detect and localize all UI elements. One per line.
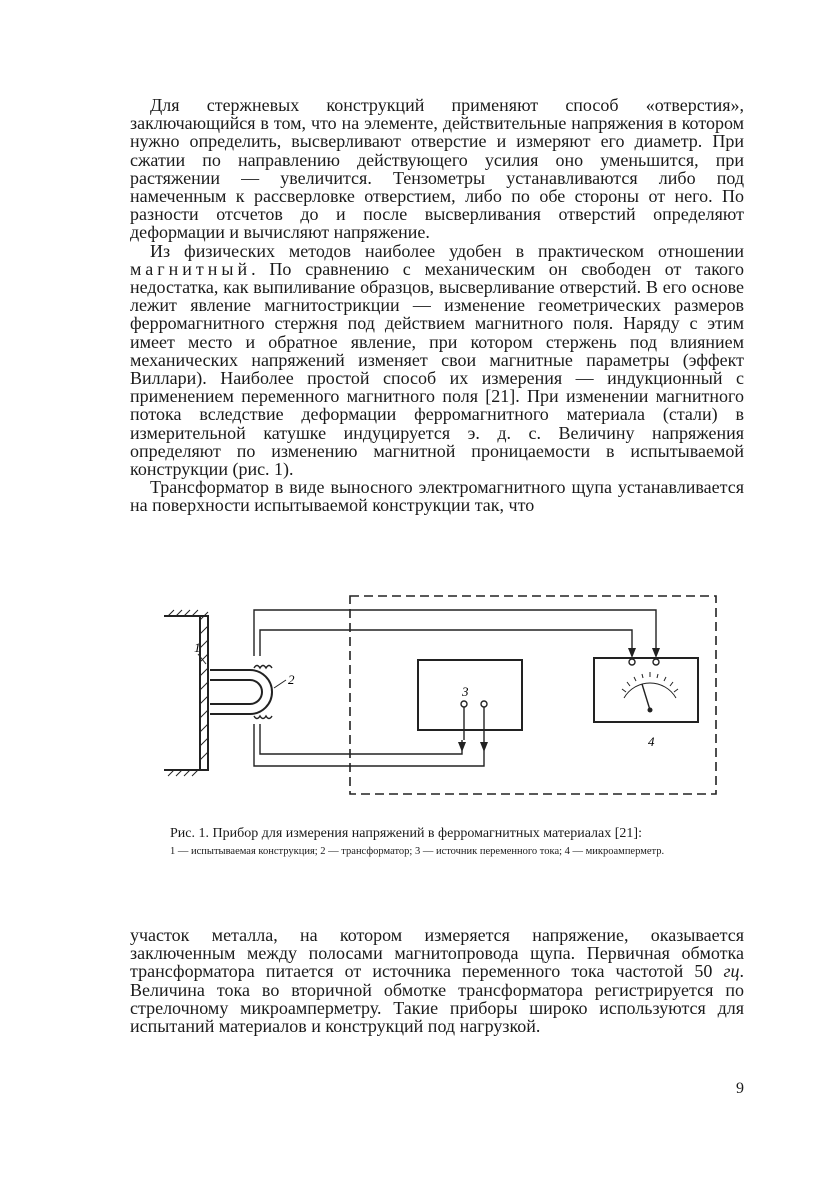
- caption-legend: 1 — испытываемая конструкция; 2 — трансформатор; 3 — источник переменного тока; 4 — микроамперметр.: [170, 846, 665, 857]
- top-text: [130, 96, 744, 515]
- paragraph-transformer: Трансформатор в виде выносного электромагнитного щупа устанавливается на поверхности испытываемой конструкции так, что: [130, 477, 744, 516]
- label-4: 4: [648, 734, 655, 749]
- caption-main: Рис. 1. Прибор для измерения напряжений в ферромагнитных материалах [21]:: [170, 826, 642, 841]
- label-3: 3: [462, 684, 469, 699]
- circuit-diagram: [150, 590, 730, 805]
- label-2: 2: [288, 672, 295, 687]
- paragraph-continuation: [130, 926, 744, 1035]
- ac-source-box: [418, 660, 522, 730]
- terminal-4b: [653, 659, 659, 665]
- terminal-4a: [629, 659, 635, 665]
- paragraph-continuation-end: . Величина тока во вторичной обмотке трансформатора регистрируется по стрелочному микроамперметру. Такие приборы широко используются для испытаний материалов и конструкций под нагрузкой.: [130, 961, 745, 1037]
- terminal-3b: [481, 701, 487, 707]
- paragraph-magnetic-intro: Из физических методов наиболее удобен в практическом отношении: [150, 240, 744, 261]
- emphasized-term-magnetic: магнитный: [130, 258, 252, 279]
- leader-2: [274, 680, 286, 688]
- label-1: 1: [194, 640, 201, 655]
- bottom-text: [130, 926, 744, 1035]
- figure-caption: [170, 826, 718, 858]
- transformer-probe: [210, 670, 272, 714]
- figure-1-diagram: [150, 590, 730, 805]
- meter-pivot: [648, 708, 653, 713]
- terminal-3a: [461, 701, 467, 707]
- i-beam-structure: [164, 610, 208, 776]
- page-number: 9: [736, 1080, 744, 1097]
- paragraph-magnetic-method: [130, 242, 744, 479]
- unit-hz: гц: [723, 961, 740, 982]
- microammeter-box: [594, 658, 698, 722]
- paragraph-magnetic-body: . По сравнению с механическим он свободен от такого недостатка, как выпиливание образцов, высверливание отверстий. В его основе лежит явление магнитострикции — изменение геометрических размеров ферромагнитного стержня под действием магнитного поля. Наряду с этим имеет место и обратное явление, при котором стержень под влиянием механических напряжений изменяет свои магнитные параметры (эффект Виллари). Наиболее простой способ их измерения — индукционный с применением переменного магнитного поля [21]. При изменении магнитного потока вследствие деформации ферромагнитного материала (стали) в измерительной катушке индуцируется э. д. с. Величину напряжения определяют по изменению магнитной проницаемости в испытываемой конструкции (рис. 1).: [130, 258, 744, 480]
- paragraph-continuation-start: участок металла, на котором измеряется напряжение, оказывается заключенным между полосами магнитопровода щупа. Первичная обмотка трансформатора питается от источника переменного тока частотой 50: [130, 925, 744, 982]
- paragraph-hole-method: Для стержневых конструкций применяют способ «отверстия», заключающийся в том, что на элементе, действительные напряжения в котором нужно определить, высверливают отверстие и измеряют его диаметр. При сжатии по направлению действующего усилия оно уменьшится, при растяжении — увеличится. Тензометры устанавливаются либо под намеченным к рассверловке отверстием, либо по обе стороны от него. По разности отсчетов до и после высверливания отверстий определяют деформации и вычисляют напряжение.: [130, 95, 744, 243]
